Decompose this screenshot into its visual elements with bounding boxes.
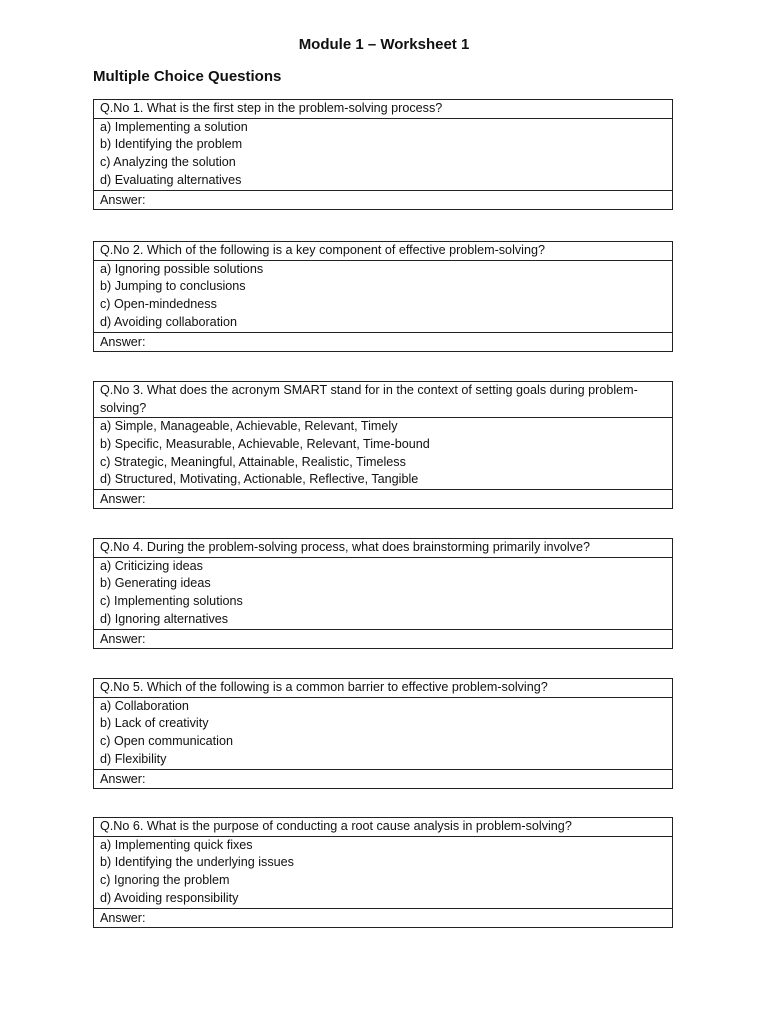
- question-text: Q.No 2. Which of the following is a key component of effective problem-solving?: [94, 242, 672, 261]
- option-b: b) Identifying the underlying issues: [100, 855, 294, 870]
- option-list: [94, 119, 672, 190]
- answer-field[interactable]: Answer:: [94, 332, 672, 351]
- question-block-1: [93, 99, 673, 210]
- option-b: b) Lack of creativity: [100, 716, 209, 731]
- option-a: a) Implementing quick fixes: [100, 837, 253, 852]
- answer-field[interactable]: Answer:: [94, 629, 672, 648]
- option-c: c) Open communication: [100, 734, 233, 749]
- option-c: c) Strategic, Meaningful, Attainable, Realistic, Timeless: [100, 454, 406, 469]
- question-text: Q.No 4. During the problem-solving process, what does brainstorming primarily involve?: [94, 539, 672, 558]
- option-d: d) Avoiding collaboration: [100, 314, 237, 329]
- option-c: c) Open-mindedness: [100, 297, 217, 312]
- option-a: a) Simple, Manageable, Achievable, Relevant, Timely: [100, 419, 398, 433]
- option-b: b) Jumping to conclusions: [100, 279, 246, 294]
- option-a: a) Implementing a solution: [100, 119, 248, 134]
- option-a: a) Criticizing ideas: [100, 558, 203, 573]
- option-list: [94, 837, 672, 908]
- option-d: d) Evaluating alternatives: [100, 172, 242, 187]
- question-text: Q.No 6. What is the purpose of conducting a root cause analysis in problem-solving?: [94, 818, 672, 837]
- option-d: d) Ignoring alternatives: [100, 611, 229, 626]
- option-list: [94, 558, 672, 629]
- option-b: b) Specific, Measurable, Achievable, Relevant, Time-bound: [100, 436, 430, 451]
- page-title: Module 1 – Worksheet 1: [298, 36, 470, 53]
- option-a: a) Ignoring possible solutions: [100, 261, 264, 276]
- option-list: [94, 261, 672, 332]
- section-heading: Multiple Choice Questions: [93, 68, 282, 85]
- question-block-4: [93, 538, 673, 649]
- answer-field[interactable]: Answer:: [94, 908, 672, 927]
- question-text: Q.No 1. What is the first step in the problem-solving process?: [94, 100, 672, 119]
- question-block-6: [93, 817, 673, 928]
- option-c: c) Implementing solutions: [100, 594, 243, 609]
- question-block-5: [93, 678, 673, 789]
- option-list: [94, 698, 672, 769]
- option-b: b) Identifying the problem: [100, 137, 243, 152]
- option-d: d) Avoiding responsibility: [100, 890, 239, 905]
- question-block-3: [93, 381, 673, 509]
- question-block-2: [93, 241, 673, 352]
- answer-field[interactable]: Answer:: [94, 489, 672, 508]
- answer-field[interactable]: Answer:: [94, 769, 672, 788]
- question-text: Q.No 5. Which of the following is a common barrier to effective problem-solving?: [94, 679, 672, 698]
- option-list: [94, 418, 672, 489]
- option-b: b) Generating ideas: [100, 576, 211, 591]
- question-text: Q.No 3. What does the acronym SMART stand for in the context of setting goals during problem-solving?: [94, 382, 672, 418]
- option-d: d) Flexibility: [100, 751, 167, 766]
- option-d: d) Structured, Motivating, Actionable, Reflective, Tangible: [100, 472, 419, 487]
- answer-field[interactable]: Answer:: [94, 190, 672, 209]
- option-c: c) Ignoring the problem: [100, 873, 230, 888]
- option-a: a) Collaboration: [100, 698, 189, 713]
- option-c: c) Analyzing the solution: [100, 155, 236, 170]
